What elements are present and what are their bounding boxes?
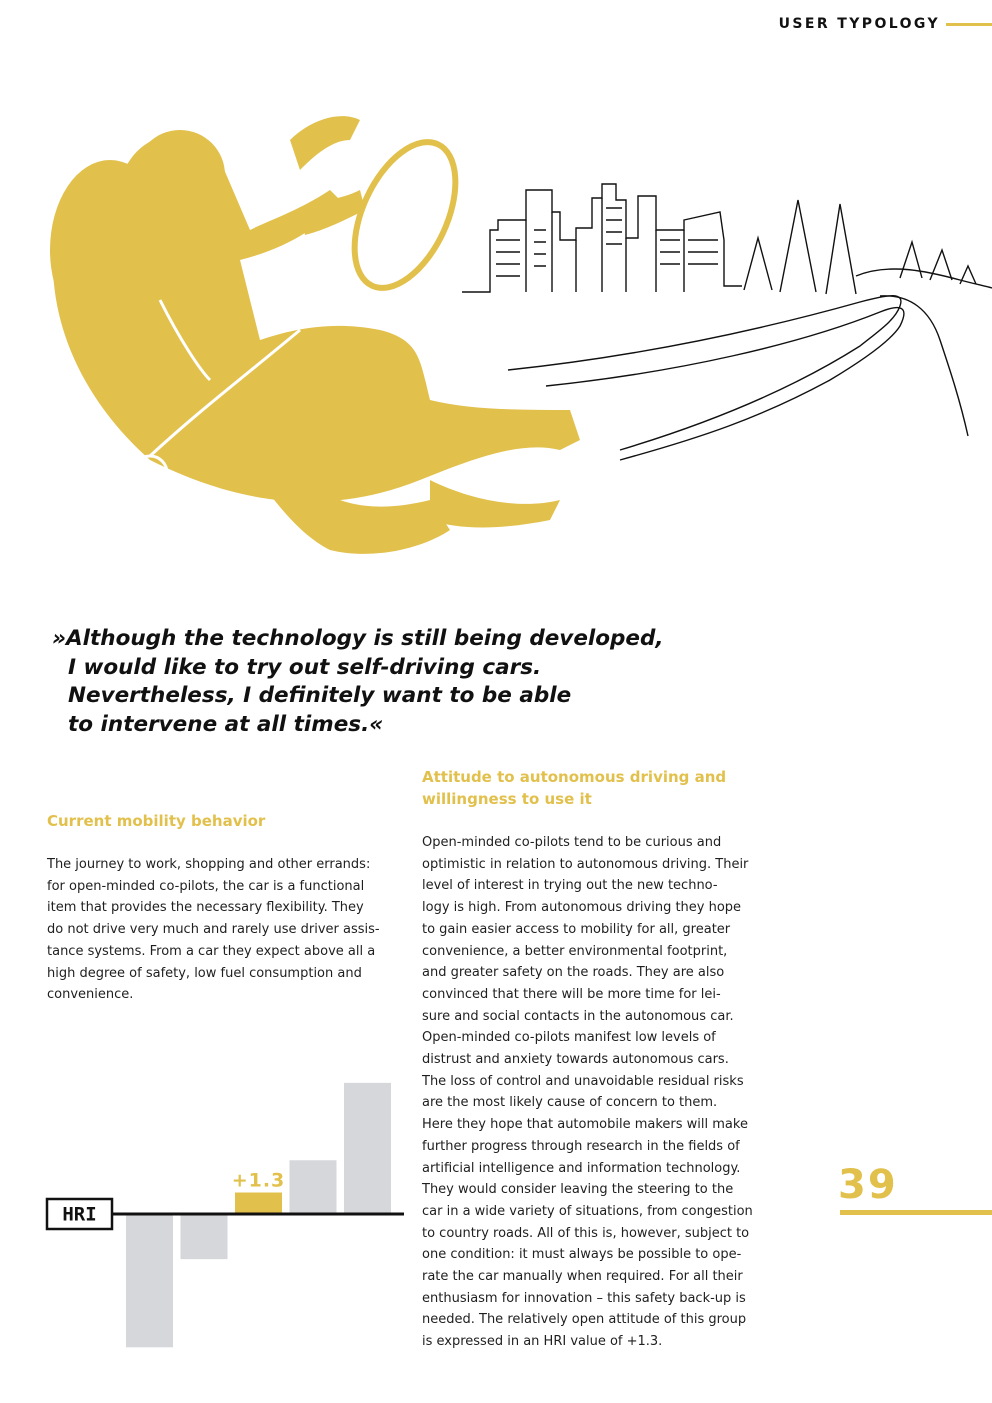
text-line: and greater safety on the roads. They are also (422, 965, 725, 981)
text-line: one condition: it must always be possible to ope- (422, 1247, 742, 1263)
attitude-title (422, 766, 782, 810)
text-line: do not drive very much and rarely use driver assis- (47, 922, 380, 938)
text-line: optimistic in relation to autonomous driving. Their (422, 856, 749, 872)
pull-quote (52, 625, 672, 739)
text-line: further progress through research in the fields of (422, 1138, 740, 1154)
hri-bar-chart (40, 1070, 420, 1360)
text-line: logy is high. From autonomous driving they hope (422, 900, 742, 916)
hri-value-label: +1.3 (231, 1169, 286, 1192)
text-line: convenience. (47, 987, 134, 1003)
quote-line: Nevertheless, I definitely want to be able (68, 683, 572, 708)
text-line: to country roads. All of this is, however, subject to (422, 1225, 750, 1241)
attitude-text (422, 832, 792, 1353)
attitude-title-line: Attitude to autonomous driving and (422, 768, 727, 786)
section-header (779, 14, 992, 34)
text-line: is expressed in an HRI value of +1.3. (422, 1334, 663, 1350)
text-line: for open-minded co-pilots, the car is a functional (47, 878, 365, 894)
text-line: car in a wide variety of situations, from congestion (422, 1203, 753, 1219)
page-number: 39 (838, 1162, 898, 1208)
text-line: item that provides the necessary flexibility. They (47, 900, 364, 916)
text-line: enthusiasm for innovation – this safety back-up is (422, 1290, 746, 1306)
quote-line: I would like to try out self-driving cars. (68, 654, 542, 680)
text-line: tance systems. From a car they expect above all a (47, 943, 376, 959)
hri-bar-group-5 (344, 1083, 391, 1214)
text-line: convenience, a better environmental footprint, (422, 943, 728, 959)
steering-wheel (334, 127, 476, 304)
attitude-title-line: willingness to use it (422, 790, 592, 808)
hri-label: HRI (62, 1203, 97, 1226)
text-line: needed. The relatively open attitude of this group (422, 1312, 747, 1328)
mobility-behavior-text (47, 854, 407, 1006)
hri-bar-group-4 (290, 1160, 337, 1214)
text-line: Open-minded co-pilots tend to be curious and (422, 835, 722, 850)
hri-bar-group-1 (126, 1214, 173, 1347)
hri-bar-group-2 (181, 1214, 228, 1259)
hri-bar-open-minded-co-pilots (235, 1193, 282, 1215)
driver-figure (50, 116, 580, 554)
quote-line: »Although the technology is still being developed, (52, 626, 664, 651)
text-line: convinced that there will be more time for lei- (422, 986, 721, 1002)
text-line: to gain easier access to mobility for all, greater (422, 921, 731, 937)
text-line: artificial intelligence and information technology. (422, 1160, 741, 1176)
text-line: The journey to work, shopping and other errands: (47, 857, 371, 872)
text-line: Here they hope that automobile makers will make (422, 1117, 748, 1133)
text-line: are the most likely cause of concern to them. (422, 1095, 718, 1111)
text-line: Open-minded co-pilots manifest low levels of (422, 1030, 716, 1046)
header-accent-line (946, 23, 992, 26)
text-line: The loss of control and unavoidable residual risks (422, 1073, 744, 1089)
hero-illustration (0, 80, 992, 600)
text-line: distrust and anxiety towards autonomous cars. (422, 1052, 729, 1068)
page-number-line (840, 1210, 992, 1215)
text-line: sure and social contacts in the autonomous car. (422, 1008, 734, 1024)
quote-line: to intervene at all times.« (68, 711, 384, 737)
text-line: level of interest in trying out the new techno- (422, 878, 718, 894)
text-line: high degree of safety, low fuel consumption and (47, 965, 362, 981)
text-line: They would consider leaving the steering to the (422, 1182, 734, 1198)
text-line: rate the car manually when required. For all their (422, 1269, 743, 1285)
mobility-behavior-title: Current mobility behavior (47, 812, 266, 830)
section-label: USER TYPOLOGY (778, 16, 940, 32)
